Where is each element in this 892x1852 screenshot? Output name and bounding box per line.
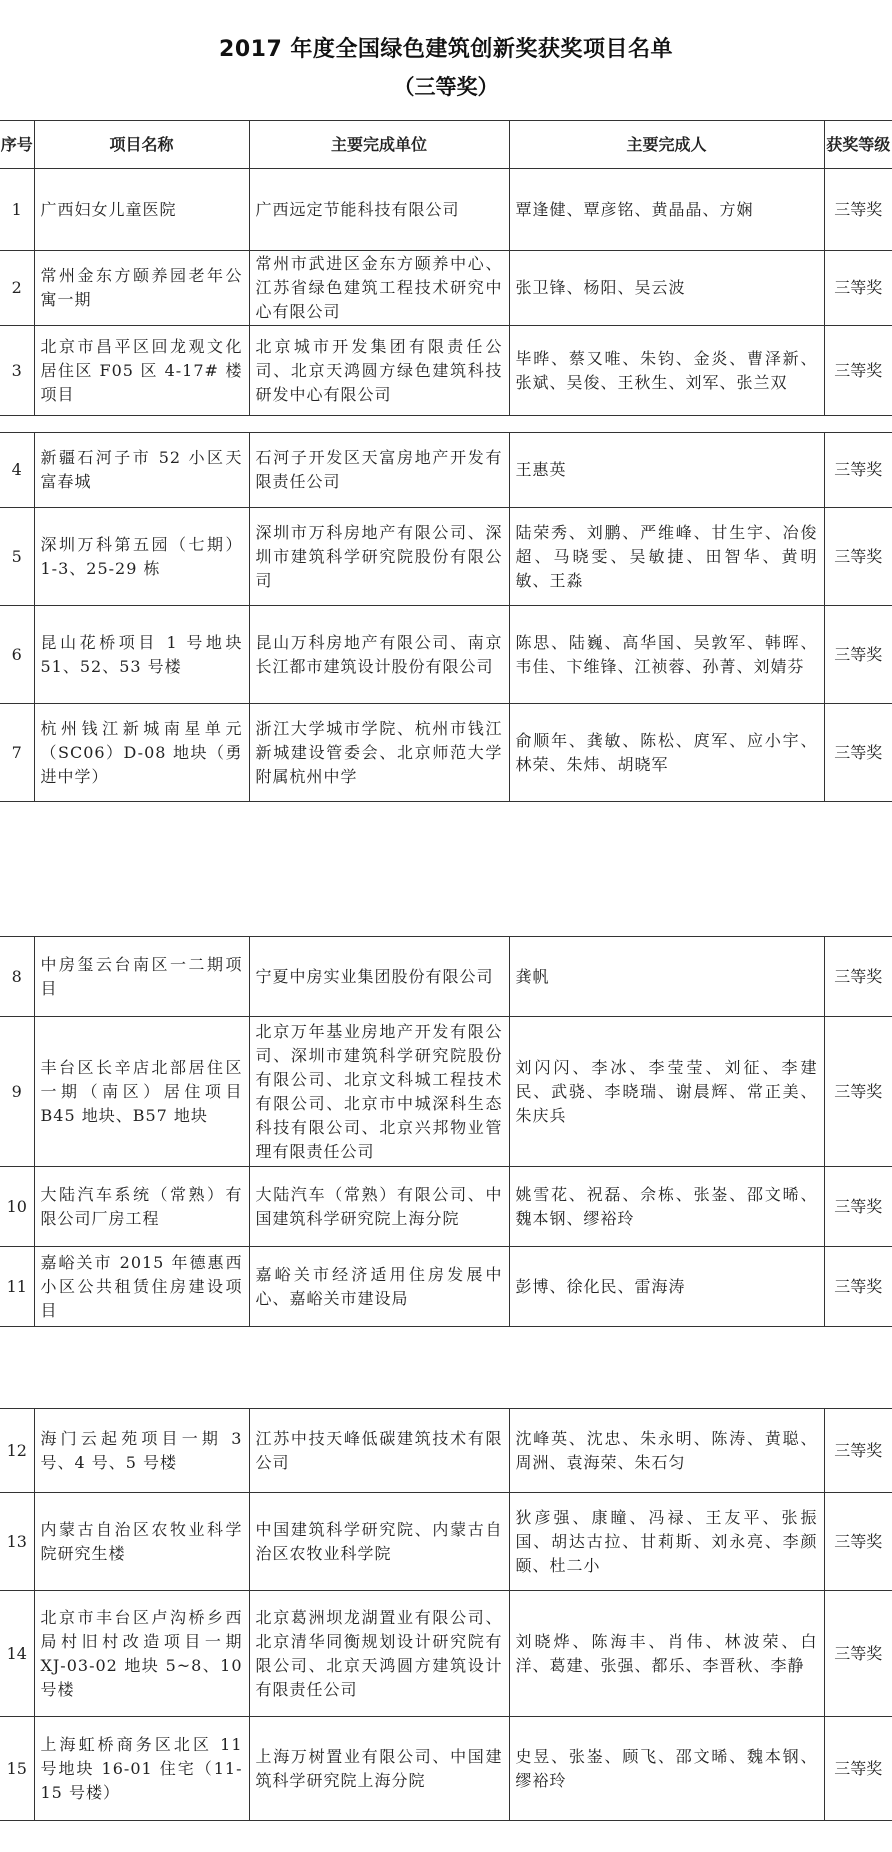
row-no: 12 xyxy=(0,1409,34,1493)
table-row xyxy=(0,433,892,508)
row-people: 姚雪花、祝磊、佘栋、张崟、邵文晞、魏本钢、缪裕玲 xyxy=(509,1167,824,1247)
row-people: 狄彦强、康瞳、冯禄、王友平、张振国、胡达古拉、甘莉斯、刘永亮、李颜颐、杜二小 xyxy=(509,1493,824,1591)
row-award: 三等奖 xyxy=(824,1493,892,1591)
row-people: 陆荣秀、刘鹏、严维峰、甘生宇、冶俊超、马晓雯、吴敏捷、田智华、黄明敏、王淼 xyxy=(509,508,824,606)
row-unit: 江苏中技天峰低碳建筑技术有限公司 xyxy=(249,1409,509,1493)
row-project-name: 杭州钱江新城南星单元（SC06）D-08 地块（勇进中学） xyxy=(34,704,249,802)
row-unit: 浙江大学城市学院、杭州市钱江新城建设管委会、北京师范大学附属杭州中学 xyxy=(249,704,509,802)
row-no: 13 xyxy=(0,1493,34,1591)
row-unit: 嘉峪关市经济适用住房发展中心、嘉峪关市建设局 xyxy=(249,1247,509,1327)
row-project-name: 大陆汽车系统（常熟）有限公司厂房工程 xyxy=(34,1167,249,1247)
header-people: 主要完成人 xyxy=(509,121,824,169)
table-row xyxy=(0,1017,892,1167)
row-project-name: 北京市丰台区卢沟桥乡西局村旧村改造项目一期 XJ-03-02 地块 5~8、10 号楼 xyxy=(34,1591,249,1717)
row-no: 15 xyxy=(0,1717,34,1821)
row-unit: 昆山万科房地产有限公司、南京长江都市建筑设计股份有限公司 xyxy=(249,606,509,704)
row-project-name: 嘉峪关市 2015 年德惠西小区公共租赁住房建设项目 xyxy=(34,1247,249,1327)
table-row xyxy=(0,704,892,802)
table-row xyxy=(0,1167,892,1247)
row-people: 沈峰英、沈忠、朱永明、陈涛、黄聪、周洲、袁海荣、朱石匀 xyxy=(509,1409,824,1493)
row-unit: 宁夏中房实业集团股份有限公司 xyxy=(249,937,509,1017)
row-no: 11 xyxy=(0,1247,34,1327)
row-no: 10 xyxy=(0,1167,34,1247)
row-unit: 上海万树置业有限公司、中国建筑科学研究院上海分院 xyxy=(249,1717,509,1821)
row-people: 刘闪闪、李冰、李莹莹、刘征、李建民、武骁、李晓瑞、谢晨辉、常正美、朱庆兵 xyxy=(509,1017,824,1167)
table-row xyxy=(0,326,892,416)
row-award: 三等奖 xyxy=(824,937,892,1017)
row-project-name: 海门云起苑项目一期 3 号、4 号、5 号楼 xyxy=(34,1409,249,1493)
row-unit: 大陆汽车（常熟）有限公司、中国建筑科学研究院上海分院 xyxy=(249,1167,509,1247)
row-award: 三等奖 xyxy=(824,704,892,802)
row-project-name: 内蒙古自治区农牧业科学院研究生楼 xyxy=(34,1493,249,1591)
row-project-name: 上海虹桥商务区北区 11 号地块 16-01 住宅（11-15 号楼） xyxy=(34,1717,249,1821)
row-project-name: 新疆石河子市 52 小区天富春城 xyxy=(34,433,249,508)
row-award: 三等奖 xyxy=(824,433,892,508)
row-no: 14 xyxy=(0,1591,34,1717)
title-block xyxy=(0,30,892,104)
row-people: 陈思、陆巍、高华国、吴敦军、韩晖、韦佳、卞维锋、江祯蓉、孙菁、刘婧芬 xyxy=(509,606,824,704)
row-unit: 北京葛洲坝龙湖置业有限公司、北京清华同衡规划设计研究院有限公司、北京天鸿圆方建筑设计有限责任公司 xyxy=(249,1591,509,1717)
table-row xyxy=(0,937,892,1017)
row-project-name: 昆山花桥项目 1 号地块 51、52、53 号楼 xyxy=(34,606,249,704)
row-project-name: 北京市昌平区回龙观文化居住区 F05 区 4-17# 楼项目 xyxy=(34,326,249,416)
table-header-row xyxy=(0,121,892,169)
row-award: 三等奖 xyxy=(824,169,892,251)
row-project-name: 广西妇女儿童医院 xyxy=(34,169,249,251)
row-award: 三等奖 xyxy=(824,1167,892,1247)
row-people: 刘晓烨、陈海丰、肖伟、林波荣、白洋、葛建、张强、都乐、李晋秋、李静 xyxy=(509,1591,824,1717)
row-people: 彭博、徐化民、雷海涛 xyxy=(509,1247,824,1327)
row-no: 4 xyxy=(0,433,34,508)
page-title: 2017 年度全国绿色建筑创新奖获奖项目名单 xyxy=(219,37,673,62)
awards-table-group-3 xyxy=(0,936,892,1327)
header-award: 获奖等级 xyxy=(824,121,892,169)
row-award: 三等奖 xyxy=(824,326,892,416)
row-people: 史昱、张崟、顾飞、邵文晞、魏本钢、缪裕玲 xyxy=(509,1717,824,1821)
row-no: 9 xyxy=(0,1017,34,1167)
row-people: 俞顺年、龚敏、陈松、庹军、应小宇、林荣、朱炜、胡晓军 xyxy=(509,704,824,802)
row-people: 王惠英 xyxy=(509,433,824,508)
table-row xyxy=(0,1247,892,1327)
row-people: 张卫锋、杨阳、吴云波 xyxy=(509,251,824,326)
table-row xyxy=(0,1591,892,1717)
row-award: 三等奖 xyxy=(824,1591,892,1717)
row-no: 8 xyxy=(0,937,34,1017)
row-no: 3 xyxy=(0,326,34,416)
awards-table-group-2 xyxy=(0,432,892,802)
row-project-name: 深圳万科第五园（七期）1-3、25-29 栋 xyxy=(34,508,249,606)
row-award: 三等奖 xyxy=(824,1409,892,1493)
row-award: 三等奖 xyxy=(824,1717,892,1821)
row-people: 毕晔、蔡又唯、朱钧、金炎、曹泽新、张斌、吴俊、王秋生、刘军、张兰双 xyxy=(509,326,824,416)
table-row xyxy=(0,606,892,704)
row-no: 7 xyxy=(0,704,34,802)
row-unit: 中国建筑科学研究院、内蒙古自治区农牧业科学院 xyxy=(249,1493,509,1591)
awards-table-group-1 xyxy=(0,120,892,416)
header-name: 项目名称 xyxy=(34,121,249,169)
row-award: 三等奖 xyxy=(824,1017,892,1167)
table-row xyxy=(0,1409,892,1493)
table-row xyxy=(0,1493,892,1591)
row-unit: 石河子开发区天富房地产开发有限责任公司 xyxy=(249,433,509,508)
awards-table-group-4 xyxy=(0,1408,892,1821)
row-award: 三等奖 xyxy=(824,1247,892,1327)
table-row xyxy=(0,251,892,326)
row-people: 覃逢健、覃彦铭、黄晶晶、方娴 xyxy=(509,169,824,251)
table-row xyxy=(0,1717,892,1821)
header-unit: 主要完成单位 xyxy=(249,121,509,169)
row-no: 5 xyxy=(0,508,34,606)
table-row xyxy=(0,169,892,251)
row-award: 三等奖 xyxy=(824,508,892,606)
row-people: 龚帆 xyxy=(509,937,824,1017)
row-no: 6 xyxy=(0,606,34,704)
row-project-name: 常州金东方颐养园老年公寓一期 xyxy=(34,251,249,326)
row-unit: 北京城市开发集团有限责任公司、北京天鸿圆方绿色建筑科技研发中心有限公司 xyxy=(249,326,509,416)
row-no: 2 xyxy=(0,251,34,326)
row-unit: 广西远定节能科技有限公司 xyxy=(249,169,509,251)
header-no: 序号 xyxy=(0,121,34,169)
row-award: 三等奖 xyxy=(824,251,892,326)
row-unit: 常州市武进区金东方颐养中心、江苏省绿色建筑工程技术研究中心有限公司 xyxy=(249,251,509,326)
page-subtitle: （三等奖） xyxy=(393,75,499,99)
row-no: 1 xyxy=(0,169,34,251)
row-unit: 北京万年基业房地产开发有限公司、深圳市建筑科学研究院股份有限公司、北京文科城工程技术有限公司、北京市中城深科生态科技有限公司、北京兴邦物业管理有限责任公司 xyxy=(249,1017,509,1167)
row-award: 三等奖 xyxy=(824,606,892,704)
row-project-name: 中房玺云台南区一二期项目 xyxy=(34,937,249,1017)
table-row xyxy=(0,508,892,606)
row-unit: 深圳市万科房地产有限公司、深圳市建筑科学研究院股份有限公司 xyxy=(249,508,509,606)
row-project-name: 丰台区长辛店北部居住区一期（南区）居住项目 B45 地块、B57 地块 xyxy=(34,1017,249,1167)
